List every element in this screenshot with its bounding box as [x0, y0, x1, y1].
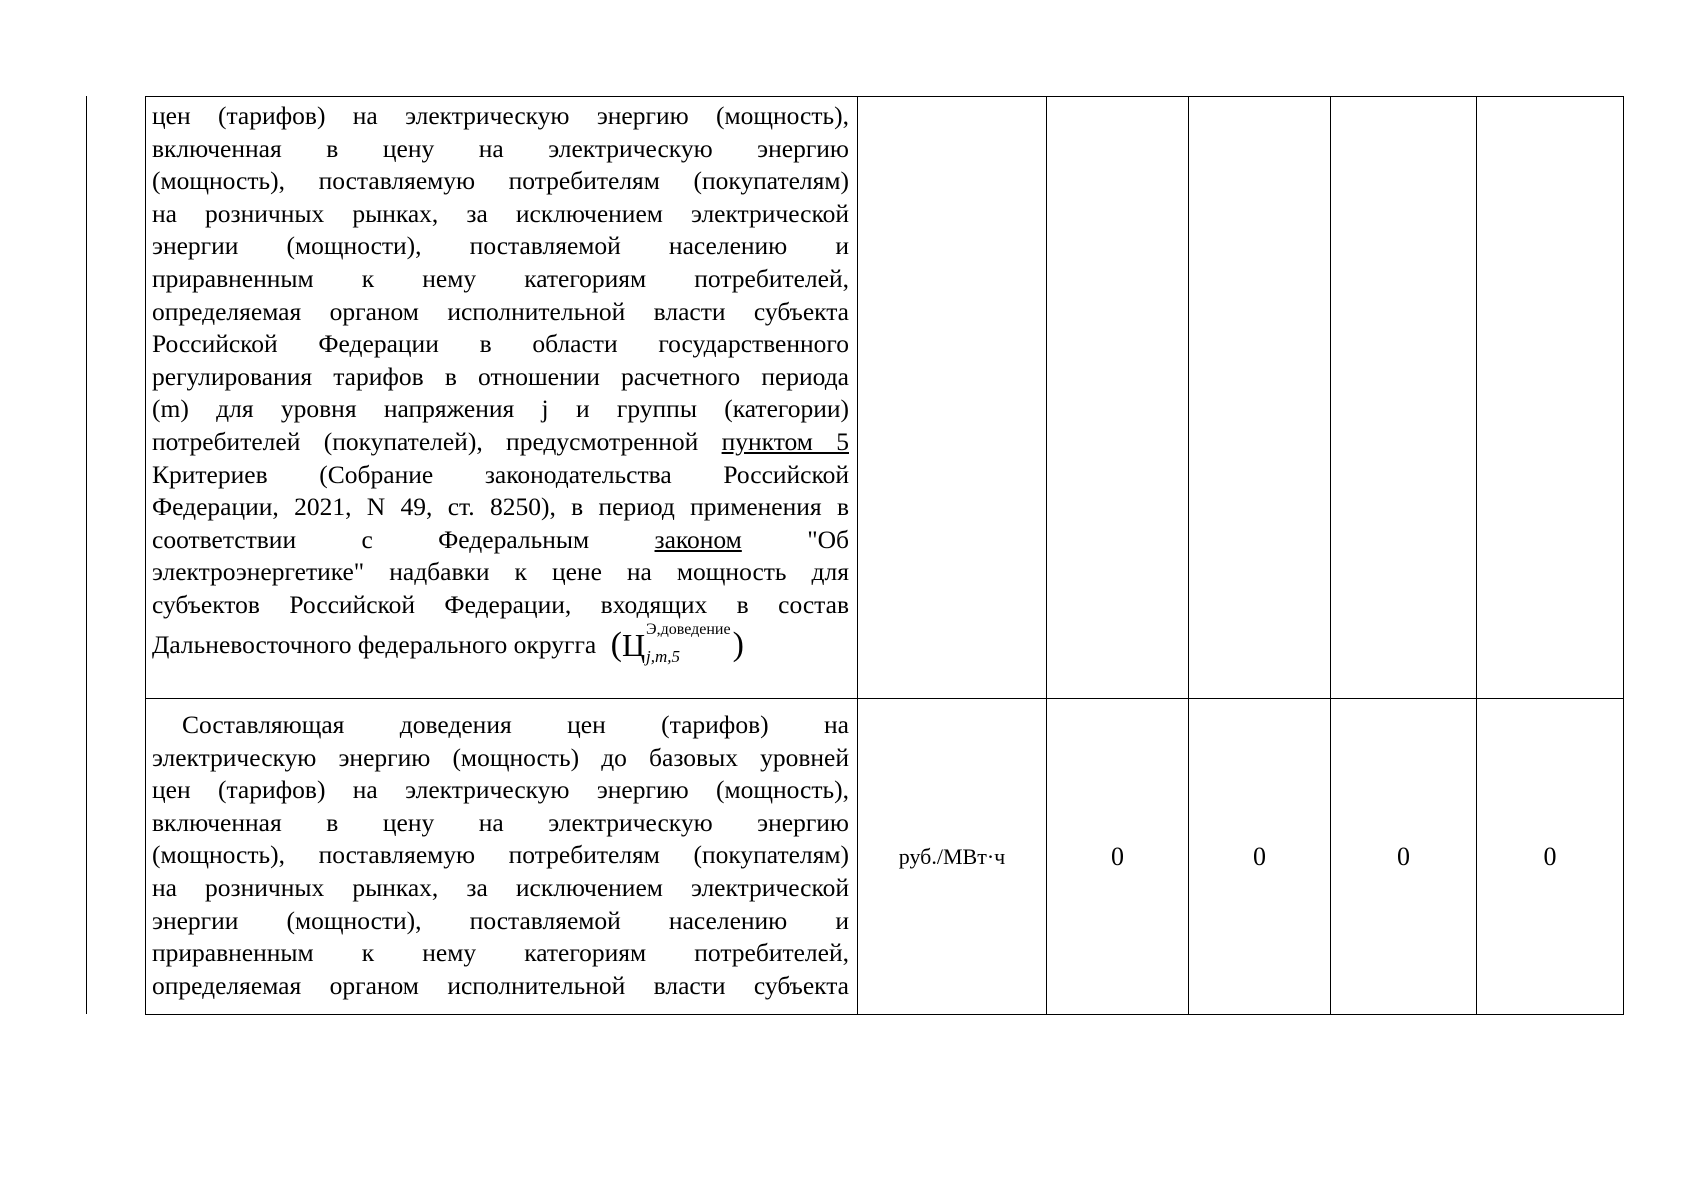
formula-open-paren: ( [610, 625, 622, 663]
row1-value-cell [1047, 97, 1189, 699]
text-line: приравненным к нему категориям потребителей, [152, 263, 849, 293]
row2-value-cell: 0 [1331, 699, 1477, 1015]
row2-value-cell: 0 [1047, 699, 1189, 1015]
text-line: на розничных рынках, за исключением электрической [152, 872, 849, 902]
text-line: включенная в цену на электрическую энергию [152, 133, 849, 163]
text-line-with-link [152, 426, 849, 459]
text-line: электрическую энергию (мощность) до базовых уровней [152, 742, 849, 772]
formula-superscript: Э,доведение [646, 621, 731, 638]
row2-value-cell: 0 [1477, 699, 1624, 1015]
table-row [146, 699, 1624, 1015]
text-line: включенная в цену на электрическую энергию [152, 807, 849, 837]
text-line: (m) для уровня напряжения j и группы (категории) [152, 394, 849, 424]
text-line: электроэнергетике" надбавки к цене на мощность для [152, 557, 849, 587]
formula-base-symbol: Ц [621, 626, 646, 663]
text-line: энергии (мощности), поставляемой населению и [152, 905, 849, 935]
row1-value-cell [1477, 97, 1624, 699]
text-fragment: соответствии с Федеральным [152, 524, 655, 554]
text-line: регулирования тарифов в отношении расчетного периода [152, 361, 849, 391]
text-line-with-link [152, 524, 849, 557]
text-line: (мощность), поставляемую потребителям (покупателям) [152, 166, 849, 196]
text-line: (мощность), поставляемую потребителям (покупателям) [152, 840, 849, 870]
page-margin-line [86, 96, 87, 1014]
text-line-indented: Составляющая доведения цен (тарифов) на [182, 710, 849, 739]
row2-unit-cell: руб./МВт·ч [858, 699, 1047, 1015]
text-line: приравненным к нему категориям потребителей, [152, 938, 849, 968]
text-line: Российской Федерации в области государственного [152, 329, 849, 359]
text-line: определяемая органом исполнительной власти субъекта [152, 296, 849, 326]
text-line: Критериев (Собрание законодательства Российской [152, 459, 849, 489]
row1-value-cell [1331, 97, 1477, 699]
text-line: энергии (мощности), поставляемой населению и [152, 231, 849, 261]
row2-value-cell: 0 [1189, 699, 1331, 1015]
text-line: определяемая органом исполнительной власти субъекта [152, 970, 849, 1000]
formula-subscript: j,m,5 [646, 647, 681, 666]
price-formula [610, 621, 744, 666]
text-fragment: Дальневосточного федерального округга [152, 629, 597, 659]
row1-description-cell [146, 97, 858, 699]
formula-close-paren: ) [732, 625, 744, 663]
tariff-table [145, 96, 1624, 1015]
text-line: цен (тарифов) на электрическую энергию (мощность), [152, 101, 849, 130]
text-line-last [152, 621, 849, 666]
row1-unit-cell [858, 97, 1047, 699]
federal-law-link[interactable]: законом [654, 524, 742, 554]
row2-description-cell [146, 699, 858, 1015]
table-row-continued [146, 97, 1624, 699]
text-fragment: потребителей (покупателей), предусмотренной [152, 426, 722, 456]
text-fragment: "Об [741, 524, 849, 554]
row1-value-cell [1189, 97, 1331, 699]
text-line: на розничных рынках, за исключением электрической [152, 198, 849, 228]
text-line: Федерации, 2021, N 49, ст. 8250), в период применения в [152, 492, 849, 522]
text-line: субъектов Российской Федерации, входящих в состав [152, 589, 849, 619]
clause-5-link[interactable]: пунктом 5 [721, 426, 849, 456]
text-line: цен (тарифов) на электрическую энергию (мощность), [152, 775, 849, 805]
